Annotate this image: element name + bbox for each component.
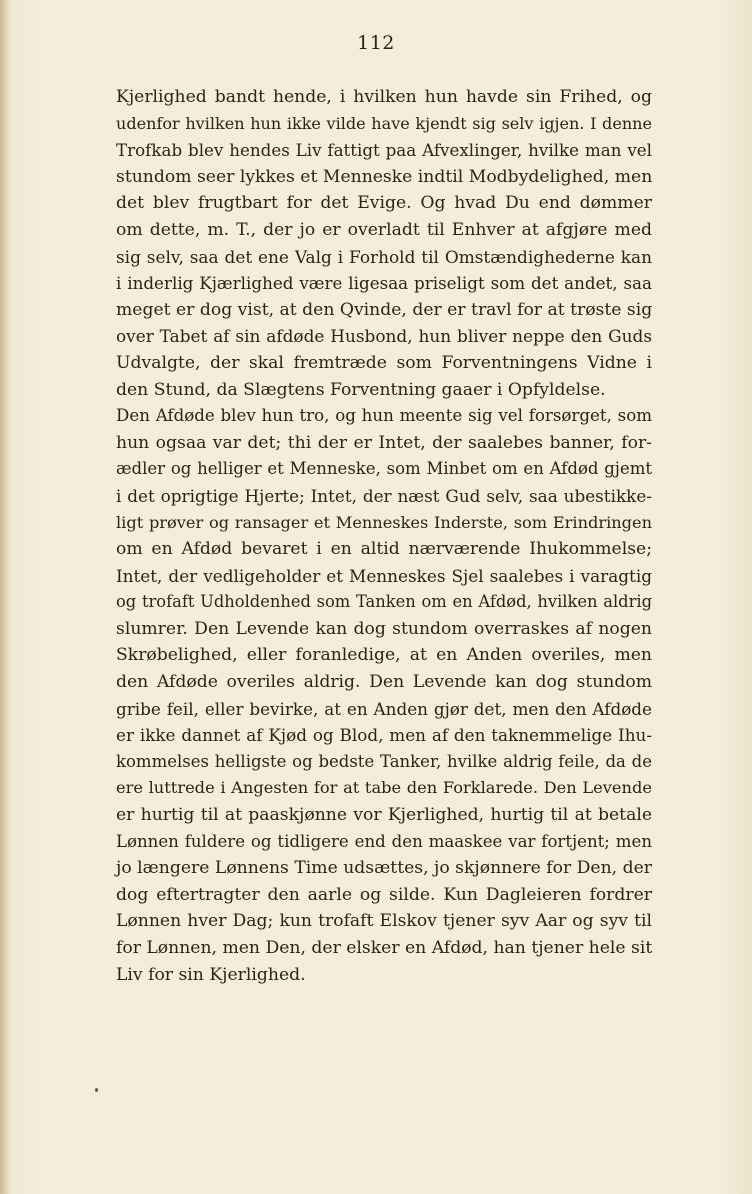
text-line: Intet, der vedligeholder et Menneskes Sjel saalebes i varagtig bbox=[116, 565, 652, 586]
text-line: i det oprigtige Hjerte; Intet, der næst Gud selv, saa ubestikke- bbox=[116, 485, 652, 506]
text-line: Kjerlighed bandt hende, i hvilken hun havde sin Frihed, og bbox=[116, 87, 652, 107]
text-line: gribe feil, eller bevirke, at en Anden gjør det, men den Afdøde bbox=[116, 698, 652, 719]
text-line: meget er dog vist, at den Qvinde, der er travl for at trøste sig bbox=[116, 299, 653, 320]
body-text bbox=[116, 84, 652, 988]
text-line: Lønnen fuldere og tidligere end den maaskee var fortjent; men bbox=[116, 831, 652, 851]
text-line: Skrøbelighed, eller foranledige, at en Anden overiles, men bbox=[116, 645, 652, 666]
text-line: ædler og helliger et Menneske, som Minbet om en Afdød gjemt bbox=[116, 459, 652, 479]
text-line: Udvalgte, der skal fremtræde som Forventningens Vidne i bbox=[116, 352, 652, 373]
text-line: jo længere Lønnens Time udsættes, jo skjønnere for Den, der bbox=[116, 858, 652, 879]
text-line: hun ogsaa var det; thi der er Intet, der saalebes banner, for- bbox=[116, 432, 652, 453]
text-line: Liv for sin Kjerlighed. bbox=[116, 964, 306, 985]
paper-speck bbox=[95, 1088, 98, 1092]
text-line: det blev frugtbart for det Evige. Og hvad Du end dømmer bbox=[116, 193, 652, 214]
text-line: for Lønnen, men Den, der elsker en Afdød, han tjener hele sit bbox=[116, 938, 653, 958]
text-line: er hurtig til at paaskjønne vor Kjerlighed, hurtig til at betale bbox=[116, 805, 652, 826]
text-line: ligt prøver og ransager et Menneskes Inderste, som Erindringen bbox=[116, 512, 652, 532]
text-line: om en Afdød bevaret i en altid nærværende Ihukommelse; bbox=[116, 539, 652, 560]
text-line: Trofkab blev hendes Liv fattigt paa Afvexlinger, hvilke man vel bbox=[116, 140, 652, 161]
text-line: sig selv, saa det ene Valg i Forhold til Omstændighederne kan bbox=[116, 246, 652, 267]
text-line: udenfor hvilken hun ikke vilde have kjendt sig selv igjen. I denne bbox=[116, 113, 652, 133]
text-line: dog eftertragter den aarle og silde. Kun Dagleieren fordrer bbox=[116, 884, 652, 905]
text-line: ere luttrede i Angesten for at tabe den Forklarede. Den Levende bbox=[116, 778, 652, 798]
gutter-shadow bbox=[0, 0, 10, 1194]
text-line: om dette, m. T., der jo er overladt til Enhver at afgjøre med bbox=[116, 219, 652, 240]
text-line: den Afdøde overiles aldrig. Den Levende kan dog stundom bbox=[116, 672, 652, 693]
page-number: 112 bbox=[357, 32, 395, 54]
text-line: slumrer. Den Levende kan dog stundom overraskes af nogen bbox=[116, 618, 652, 639]
text-line: i inderlig Kjærlighed være ligesaa priseligt som det andet, saa bbox=[116, 273, 652, 294]
text-line: og trofaft Udholdenhed som Tanken om en Afdød, hvilken aldrig bbox=[116, 592, 652, 612]
text-line: kommelses helligste og bedste Tanker, hvilke aldrig feile, da de bbox=[116, 751, 652, 771]
text-line: er ikke dannet af Kjød og Blod, men af den taknemmelige Ihu- bbox=[116, 725, 652, 746]
text-line: stundom seer lykkes et Menneske indtil Modbydelighed, men bbox=[116, 166, 653, 187]
text-line: Den Afdøde blev hun tro, og hun meente sig vel forsørget, som bbox=[116, 406, 652, 426]
text-line: Lønnen hver Dag; kun trofaft Elskov tjener syv Aar og syv til bbox=[116, 911, 652, 932]
text-line: over Tabet af sin afdøde Husbond, hun bliver neppe den Guds bbox=[116, 326, 652, 347]
text-line: den Stund, da Slægtens Forventning gaaer i Opfyldelse. bbox=[116, 379, 606, 400]
